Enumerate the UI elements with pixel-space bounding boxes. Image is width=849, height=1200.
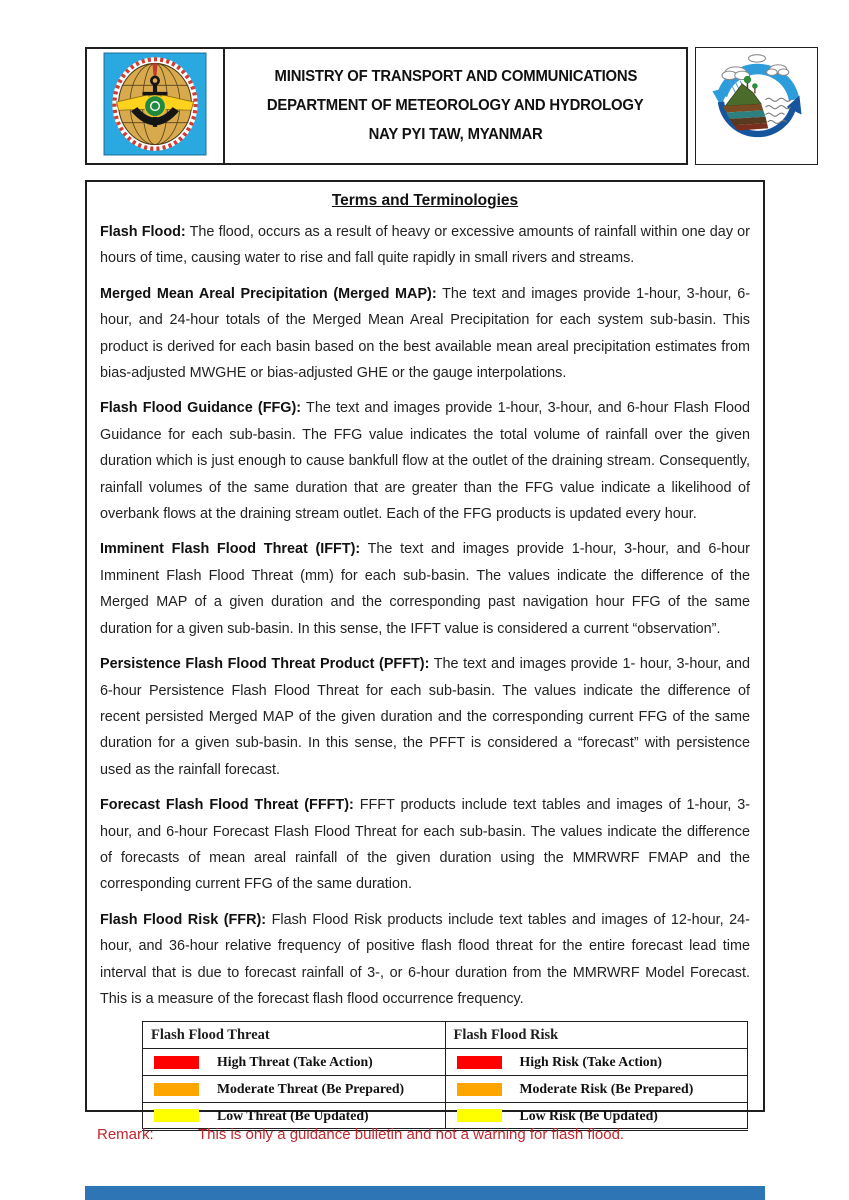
term-flash-flood: Flash Flood: bbox=[100, 224, 186, 240]
definition-text: FFFT products include text tables and images of 1-hour, 3-hour, and 6-hour Forecast Flash Flood Threat for each sub-basin. The values indicate the difference of forecasts of mean areal rainfall of the given duration using the MMRWRF FMAP and the corresponding current FFG of the same duration. bbox=[100, 797, 750, 893]
moderate-threat-color-swatch bbox=[154, 1083, 199, 1096]
moderate-risk-color-swatch bbox=[457, 1083, 502, 1096]
high-threat-color-swatch bbox=[154, 1056, 199, 1069]
high-risk-label: High Risk (Take Action) bbox=[519, 1054, 662, 1070]
water-cycle-emblem-icon bbox=[704, 51, 810, 162]
threat-risk-legend-table bbox=[142, 1021, 748, 1131]
ministry-logo-cell bbox=[87, 49, 225, 163]
definition-text: The flood, occurs as a result of heavy or excessive amounts of rainfall within one day or hours of time, causing water to rise and fall quite rapidly in small rivers and streams. bbox=[100, 224, 750, 267]
definition-ffg bbox=[100, 395, 750, 527]
term-ffr: Flash Flood Risk (FFR): bbox=[100, 911, 267, 928]
high-threat-label: High Threat (Take Action) bbox=[217, 1054, 373, 1070]
column-header-threat: Flash Flood Threat bbox=[143, 1022, 446, 1049]
term-pfft: Persistence Flash Flood Threat Product (PFFT): bbox=[100, 656, 430, 673]
definition-pfft bbox=[100, 651, 750, 783]
table-header-row bbox=[143, 1022, 748, 1049]
moderate-threat-label: Moderate Threat (Be Prepared) bbox=[217, 1081, 405, 1097]
definition-text: The text and images provide 1-hour, 3-hour, and 6-hour Flash Flood Guidance for each sub-basin. The FFG value indicates the total volume of rainfall over the given duration which is just enough to cause bankfull flow at the outlet of the draining stream. Consequently, rainfall volumes of the same duration that are greater than the FFG value indicate a likelihood of overbank flows at the draining stream outlet. Each of the FFG products is updated every hour. bbox=[100, 400, 751, 523]
definition-ffft bbox=[100, 792, 750, 898]
remark-text: This is only a guidance bulletin and not a warning for flash flood. bbox=[198, 1126, 625, 1143]
low-threat-label: Low Threat (Be Updated) bbox=[217, 1107, 369, 1123]
definition-text: The text and images provide 1-hour, 3-hour, and 6-hour Imminent Flash Flood Threat (mm) for each sub-basin. The values indicate the difference of the Merged MAP of a given duration and the corresponding past navigation hour FFG of the same duration for a given sub-basin. In this sense, the IFFT value is considered a current “observation”. bbox=[100, 541, 750, 637]
definition-text: The text and images provide 1-hour, 3-hour, 6-hour, and 24-hour totals of the Merged Mean Areal Precipitation for each system sub-basin. This product is derived for each basin based on the best available mean areal precipitation estimates from bias-adjusted MWGHE or bias-adjusted GHE or the gauge interpolations. bbox=[100, 285, 750, 382]
low-risk-label: Low Risk (Be Updated) bbox=[519, 1107, 658, 1123]
header-line-department: DEPARTMENT OF METEOROLOGY AND HYDROLOGY bbox=[267, 97, 644, 114]
header-line-ministry: MINISTRY OF TRANSPORT AND COMMUNICATIONS bbox=[274, 68, 637, 85]
low-threat-color-swatch bbox=[154, 1109, 199, 1122]
table-row-high bbox=[143, 1049, 748, 1076]
remark-line bbox=[97, 1126, 624, 1143]
term-ifft: Imminent Flash Flood Threat (IFFT): bbox=[100, 541, 361, 558]
definition-flash-flood bbox=[100, 219, 750, 272]
dmh-logo-cell bbox=[695, 47, 818, 165]
term-ffft: Forecast Flash Flood Threat (FFFT): bbox=[100, 797, 354, 814]
definition-ifft bbox=[100, 536, 750, 642]
page-title: Terms and Terminologies bbox=[331, 192, 519, 209]
definition-ffr bbox=[100, 907, 750, 1013]
definition-text: The text and images provide 1- hour, 3-hour, and 6-hour Persistence Flash Flood Threat for each sub-basin. The values indicate the difference of recent persisted Merged MAP of the given duration and the corresponding current FFG of the same duration for a given sub-basin. In this sense, the PFFT is considered a “forecast” with persistence used as the rainfall forecast. bbox=[100, 656, 750, 778]
remark-label: Remark: bbox=[97, 1126, 154, 1143]
high-risk-color-swatch bbox=[457, 1056, 502, 1069]
definition-text: Flash Flood Risk products include text tables and images of 12-hour, 24-hour, and 36-hour relative frequency of positive flash flood threat for the entire forecast lead time interval that is due to forecast rainfall of 3-, or 6-hour duration from the MMRWRF Model Forecast. This is a measure of the forecast flash flood occurrence frequency. bbox=[100, 911, 750, 1007]
next-page-header-bar bbox=[85, 1186, 765, 1200]
term-ffg: Flash Flood Guidance (FFG): bbox=[100, 400, 302, 417]
moderate-risk-label: Moderate Risk (Be Prepared) bbox=[519, 1081, 694, 1097]
term-merged-map: Merged Mean Areal Precipitation (Merged MAP): bbox=[100, 285, 437, 302]
header-table bbox=[85, 47, 688, 165]
terms-content-box bbox=[85, 180, 765, 1123]
definition-merged-map bbox=[100, 281, 750, 387]
header-title-block bbox=[225, 49, 686, 163]
column-header-risk: Flash Flood Risk bbox=[445, 1022, 748, 1049]
ministry-emblem-icon bbox=[103, 52, 207, 161]
low-risk-color-swatch bbox=[457, 1109, 502, 1122]
header-line-location: NAY PYI TAW, MYANMAR bbox=[368, 126, 543, 143]
table-row-moderate bbox=[143, 1076, 748, 1103]
